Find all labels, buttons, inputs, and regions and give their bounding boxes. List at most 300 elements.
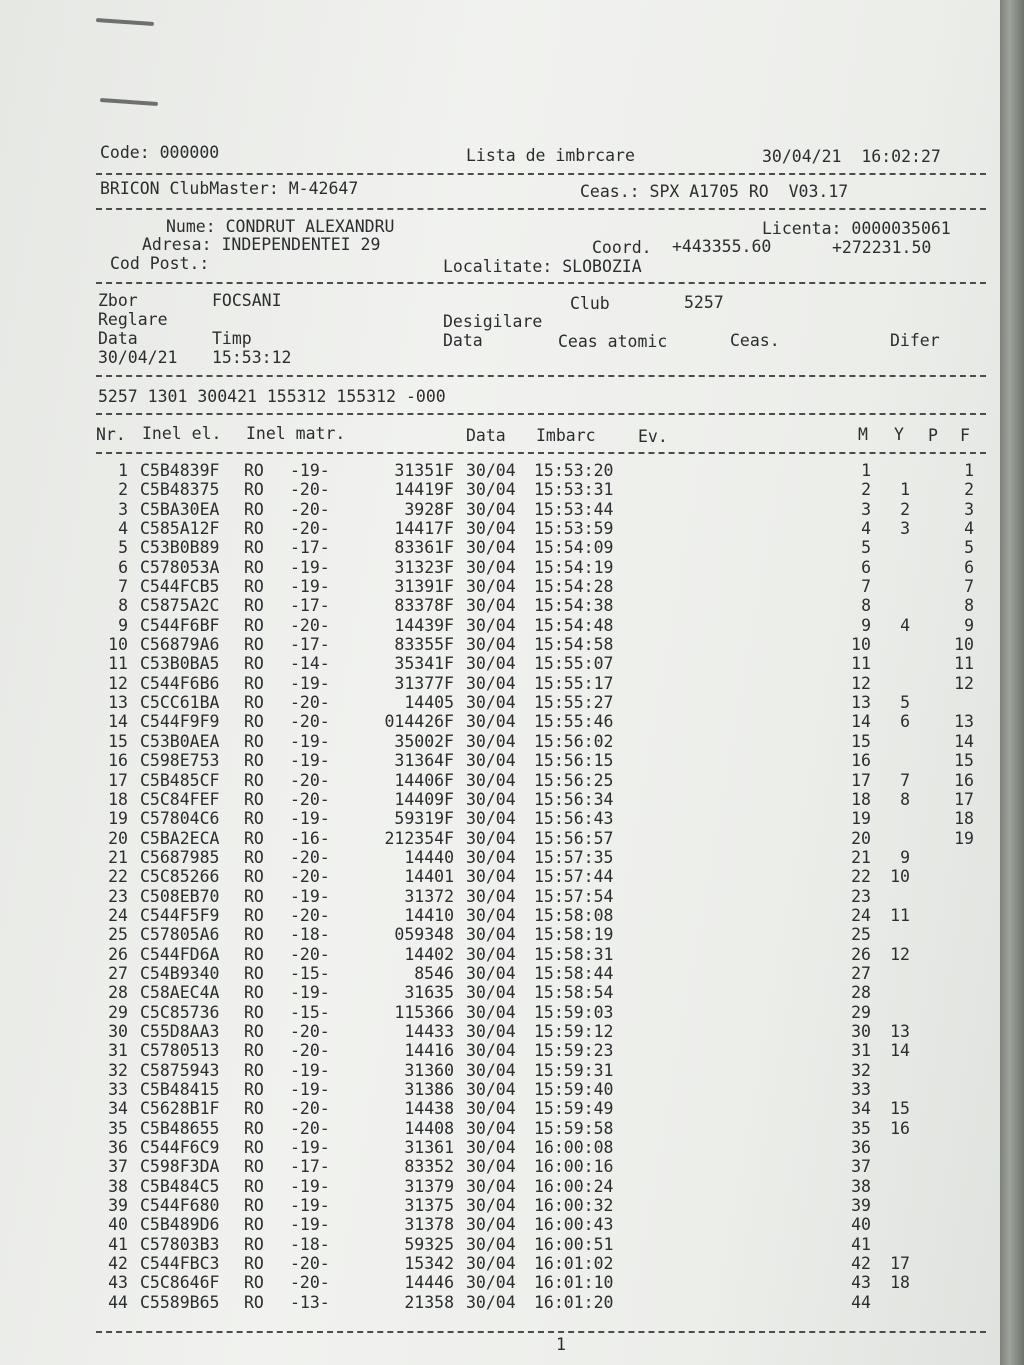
cell-y: 17 xyxy=(890,1254,910,1274)
clubmaster-id: BRICON ClubMaster: M-42647 xyxy=(100,179,359,198)
cell-f: 15 xyxy=(954,751,974,771)
cell-nr: 13 xyxy=(108,693,128,713)
cell-ro: RO xyxy=(244,1215,264,1235)
cell-time: 15:56:15 xyxy=(534,751,614,771)
cell-matr: 31377F xyxy=(394,673,454,693)
cell-y: 12 xyxy=(890,944,910,964)
cell-time: 16:01:02 xyxy=(534,1254,614,1274)
cell-nr: 12 xyxy=(108,673,128,693)
cell-nr: 37 xyxy=(108,1157,128,1177)
cell-yr: -18- xyxy=(290,925,330,945)
difference-label: Difer xyxy=(890,331,940,350)
table-row xyxy=(96,480,986,499)
cell-time: 16:01:20 xyxy=(534,1292,614,1312)
cell-ro: RO xyxy=(244,1273,264,1293)
cell-yr: -15- xyxy=(290,1002,330,1022)
background-edge xyxy=(1000,0,1024,1365)
table-row xyxy=(96,829,986,848)
cell-ro: RO xyxy=(244,596,264,616)
regulation-date: 30/04/21 xyxy=(98,348,178,367)
table-row xyxy=(96,945,986,964)
cell-yr: -19- xyxy=(290,461,330,480)
cell-time: 15:59:03 xyxy=(534,1002,614,1022)
cell-nr: 11 xyxy=(108,654,128,674)
cell-inel: C5B485CF xyxy=(140,770,220,790)
cell-matr: 14408 xyxy=(404,1118,454,1138)
cell-date: 30/04 xyxy=(466,1234,516,1254)
cell-time: 15:57:35 xyxy=(534,847,614,867)
cell-m: 42 xyxy=(851,1254,871,1274)
cell-date: 30/04 xyxy=(466,615,516,635)
cell-y: 1 xyxy=(900,480,910,500)
cell-time: 16:00:51 xyxy=(534,1234,614,1254)
cell-matr: 59325 xyxy=(404,1234,454,1254)
cell-date: 30/04 xyxy=(466,557,516,577)
cell-time: 15:58:54 xyxy=(534,983,614,1003)
cell-yr: -20- xyxy=(290,1254,330,1274)
divider xyxy=(96,208,986,210)
cell-inel: C5589B65 xyxy=(140,1292,220,1312)
cell-f: 1 xyxy=(964,461,974,480)
cell-yr: -19- xyxy=(290,1060,330,1080)
cell-matr: 31375 xyxy=(404,1196,454,1216)
cell-m: 23 xyxy=(851,886,871,906)
cell-date: 30/04 xyxy=(466,693,516,713)
cell-m: 6 xyxy=(861,557,871,577)
cell-date: 30/04 xyxy=(466,1060,516,1080)
col-inel-matr: Inel matr. xyxy=(246,424,346,443)
cell-date: 30/04 xyxy=(466,1041,516,1061)
col-p: P xyxy=(928,426,938,445)
cell-date: 30/04 xyxy=(466,1002,516,1022)
cell-matr: 14409F xyxy=(394,789,454,809)
clock-id: Ceas.: SPX A1705 RO V03.17 xyxy=(580,182,849,201)
cell-matr: 8546 xyxy=(414,963,454,983)
cell-matr: 14440 xyxy=(404,847,454,867)
cell-yr: -19- xyxy=(290,673,330,693)
cell-m: 33 xyxy=(851,1080,871,1099)
table-row xyxy=(96,732,986,751)
cell-inel: C5C84FEF xyxy=(140,789,220,809)
cell-time: 16:00:43 xyxy=(534,1215,614,1235)
cell-matr: 31386 xyxy=(404,1080,454,1099)
cell-yr: -15- xyxy=(290,963,330,983)
cell-date: 30/04 xyxy=(466,1138,516,1158)
cell-time: 15:59:49 xyxy=(534,1099,614,1119)
cell-matr: 15342 xyxy=(404,1254,454,1274)
col-m: M xyxy=(858,425,868,444)
cell-date: 30/04 xyxy=(466,905,516,925)
cell-nr: 2 xyxy=(118,480,128,500)
club-number: 5257 xyxy=(684,293,724,312)
cell-m: 15 xyxy=(851,731,871,751)
cell-time: 15:58:31 xyxy=(534,944,614,964)
cell-nr: 24 xyxy=(108,905,128,925)
table-row xyxy=(96,1157,986,1176)
cell-yr: -20- xyxy=(290,1099,330,1119)
cell-nr: 25 xyxy=(108,925,128,945)
cell-ro: RO xyxy=(244,693,264,713)
cell-date: 30/04 xyxy=(466,1021,516,1041)
table-row xyxy=(96,867,986,886)
cell-ro: RO xyxy=(244,770,264,790)
cell-ro: RO xyxy=(244,1060,264,1080)
table-row xyxy=(96,983,986,1002)
cell-inel: C58AEC4A xyxy=(140,983,220,1003)
cell-time: 15:56:25 xyxy=(534,770,614,790)
cell-matr: 31360 xyxy=(404,1060,454,1080)
table-row xyxy=(96,1293,986,1312)
document-title: Lista de imbrcare xyxy=(466,146,635,165)
cell-ro: RO xyxy=(244,1021,264,1041)
cell-inel: C544F6C9 xyxy=(140,1138,220,1158)
cell-date: 30/04 xyxy=(466,731,516,751)
cell-inel: C5B48375 xyxy=(140,480,220,500)
atomic-clock-label: Ceas atomic xyxy=(558,332,668,351)
table-row xyxy=(96,809,986,828)
cell-inel: C5687985 xyxy=(140,847,220,867)
cell-nr: 36 xyxy=(108,1138,128,1158)
cell-y: 5 xyxy=(900,693,910,713)
cell-y: 8 xyxy=(900,789,910,809)
owner-address: Adresa: INDEPENDENTEI 29 xyxy=(142,235,381,254)
cell-matr: 014426F xyxy=(384,712,454,732)
cell-matr: 83352 xyxy=(404,1157,454,1177)
cell-matr: 14416 xyxy=(404,1041,454,1061)
clock-label: Ceas. xyxy=(730,331,780,350)
cell-nr: 38 xyxy=(108,1176,128,1196)
cell-m: 27 xyxy=(851,963,871,983)
cell-time: 15:53:20 xyxy=(534,461,614,480)
cell-inel: C5B484C5 xyxy=(140,1176,220,1196)
cell-matr: 14417F xyxy=(394,519,454,539)
cell-ro: RO xyxy=(244,557,264,577)
cell-yr: -20- xyxy=(290,1021,330,1041)
cell-inel: C55D8AA3 xyxy=(140,1021,220,1041)
cell-ro: RO xyxy=(244,1002,264,1022)
cell-yr: -20- xyxy=(290,944,330,964)
cell-date: 30/04 xyxy=(466,499,516,519)
cell-date: 30/04 xyxy=(466,1157,516,1177)
table-row xyxy=(96,616,986,635)
table-row xyxy=(96,906,986,925)
cell-matr: 14405 xyxy=(404,693,454,713)
table-row xyxy=(96,1138,986,1157)
cell-inel: C544FD6A xyxy=(140,944,220,964)
cell-time: 15:54:28 xyxy=(534,577,614,597)
cell-matr: 14402 xyxy=(404,944,454,964)
cell-f: 14 xyxy=(954,731,974,751)
cell-y: 3 xyxy=(900,519,910,539)
cell-matr: 21358 xyxy=(404,1292,454,1312)
divider xyxy=(96,282,986,284)
cell-ro: RO xyxy=(244,1157,264,1177)
table-row xyxy=(96,519,986,538)
cell-nr: 20 xyxy=(108,828,128,848)
cell-m: 40 xyxy=(851,1215,871,1235)
cell-inel: C53B0B89 xyxy=(140,538,220,558)
cell-nr: 15 xyxy=(108,731,128,751)
cell-matr: 212354F xyxy=(384,828,454,848)
cell-m: 41 xyxy=(851,1234,871,1254)
coord-label: Coord. xyxy=(592,238,652,257)
table-row xyxy=(96,654,986,673)
cell-ro: RO xyxy=(244,1041,264,1061)
cell-time: 15:53:44 xyxy=(534,499,614,519)
cell-matr: 115366 xyxy=(394,1002,454,1022)
cell-ro: RO xyxy=(244,1234,264,1254)
cell-date: 30/04 xyxy=(466,1273,516,1293)
cell-y: 7 xyxy=(900,770,910,790)
cell-inel: C544F680 xyxy=(140,1196,220,1216)
cell-ro: RO xyxy=(244,1118,264,1138)
cell-nr: 33 xyxy=(108,1080,128,1099)
divider xyxy=(96,413,986,415)
cell-time: 15:58:19 xyxy=(534,925,614,945)
cell-ro: RO xyxy=(244,847,264,867)
divider xyxy=(96,173,986,175)
table-row xyxy=(96,674,986,693)
cell-m: 24 xyxy=(851,905,871,925)
cell-date: 30/04 xyxy=(466,712,516,732)
cell-matr: 14401 xyxy=(404,867,454,887)
table-row xyxy=(96,635,986,654)
postal-code: Cod Post.: xyxy=(110,254,210,273)
cell-date: 30/04 xyxy=(466,1215,516,1235)
cell-date: 30/04 xyxy=(466,1118,516,1138)
cell-yr: -19- xyxy=(290,809,330,829)
cell-time: 15:55:27 xyxy=(534,693,614,713)
cell-yr: -20- xyxy=(290,1273,330,1293)
cell-y: 2 xyxy=(900,499,910,519)
code-line: 5257 1301 300421 155312 155312 -000 xyxy=(98,387,446,406)
cell-m: 16 xyxy=(851,751,871,771)
cell-yr: -20- xyxy=(290,847,330,867)
cell-matr: 059348 xyxy=(394,925,454,945)
cell-date: 30/04 xyxy=(466,673,516,693)
cell-nr: 10 xyxy=(108,635,128,655)
cell-date: 30/04 xyxy=(466,1080,516,1099)
cell-ro: RO xyxy=(244,983,264,1003)
cell-y: 6 xyxy=(900,712,910,732)
cell-yr: -20- xyxy=(290,867,330,887)
flight-location: FOCSANI xyxy=(212,291,282,310)
table-row xyxy=(96,1119,986,1138)
cell-m: 25 xyxy=(851,925,871,945)
cell-m: 39 xyxy=(851,1196,871,1216)
cell-yr: -19- xyxy=(290,983,330,1003)
cell-f: 6 xyxy=(964,557,974,577)
cell-yr: -20- xyxy=(290,480,330,500)
cell-matr: 31378 xyxy=(404,1215,454,1235)
table-row xyxy=(96,1215,986,1234)
cell-yr: -19- xyxy=(290,1196,330,1216)
cell-date: 30/04 xyxy=(466,596,516,616)
cell-yr: -17- xyxy=(290,635,330,655)
cell-yr: -20- xyxy=(290,499,330,519)
col-imbarc: Imbarc xyxy=(536,426,596,445)
cell-m: 31 xyxy=(851,1041,871,1061)
col-inel-el: Inel el. xyxy=(142,424,222,443)
cell-m: 34 xyxy=(851,1099,871,1119)
cell-date: 30/04 xyxy=(466,1254,516,1274)
cell-nr: 43 xyxy=(108,1273,128,1293)
cell-yr: -20- xyxy=(290,1041,330,1061)
page-number: 1 xyxy=(556,1335,566,1354)
cell-yr: -17- xyxy=(290,1157,330,1177)
cell-ro: RO xyxy=(244,1292,264,1312)
cell-date: 30/04 xyxy=(466,538,516,558)
cell-inel: C5C85736 xyxy=(140,1002,220,1022)
cell-yr: -19- xyxy=(290,1215,330,1235)
cell-m: 21 xyxy=(851,847,871,867)
cell-yr: -19- xyxy=(290,557,330,577)
cell-yr: -19- xyxy=(290,751,330,771)
cell-nr: 34 xyxy=(108,1099,128,1119)
cell-m: 37 xyxy=(851,1157,871,1177)
table-row xyxy=(96,1177,986,1196)
cell-time: 15:54:48 xyxy=(534,615,614,635)
cell-date: 30/04 xyxy=(466,1176,516,1196)
cell-m: 10 xyxy=(851,635,871,655)
cell-matr: 59319F xyxy=(394,809,454,829)
table-row xyxy=(96,538,986,557)
cell-f: 4 xyxy=(964,519,974,539)
club-label: Club xyxy=(570,294,610,313)
regulation-time: 15:53:12 xyxy=(212,348,292,367)
cell-m: 20 xyxy=(851,828,871,848)
cell-m: 17 xyxy=(851,770,871,790)
cell-matr: 14406F xyxy=(394,770,454,790)
cell-date: 30/04 xyxy=(466,1292,516,1312)
cell-time: 15:59:12 xyxy=(534,1021,614,1041)
cell-inel: C544FCB5 xyxy=(140,577,220,597)
cell-f: 11 xyxy=(954,654,974,674)
cell-time: 15:55:17 xyxy=(534,673,614,693)
cell-yr: -20- xyxy=(290,693,330,713)
cell-nr: 30 xyxy=(108,1021,128,1041)
cell-matr: 35002F xyxy=(394,731,454,751)
cell-m: 29 xyxy=(851,1002,871,1022)
cell-ro: RO xyxy=(244,712,264,732)
cell-ro: RO xyxy=(244,905,264,925)
cell-m: 36 xyxy=(851,1138,871,1158)
cell-ro: RO xyxy=(244,1176,264,1196)
table-row xyxy=(96,1022,986,1041)
cell-m: 19 xyxy=(851,809,871,829)
cell-time: 15:59:31 xyxy=(534,1060,614,1080)
cell-nr: 16 xyxy=(108,751,128,771)
table-row xyxy=(96,887,986,906)
cell-yr: -19- xyxy=(290,731,330,751)
code-label: Code: 000000 xyxy=(100,143,220,162)
cell-f: 2 xyxy=(964,480,974,500)
cell-f: 13 xyxy=(954,712,974,732)
cell-time: 15:56:02 xyxy=(534,731,614,751)
cell-yr: -14- xyxy=(290,654,330,674)
col-nr: Nr. xyxy=(96,425,126,444)
cell-matr: 31635 xyxy=(404,983,454,1003)
cell-ro: RO xyxy=(244,654,264,674)
cell-matr: 31379 xyxy=(404,1176,454,1196)
cell-m: 32 xyxy=(851,1060,871,1080)
table-row xyxy=(96,925,986,944)
cell-yr: -19- xyxy=(290,1080,330,1099)
desigilare-label: Desigilare xyxy=(443,312,543,331)
cell-y: 13 xyxy=(890,1021,910,1041)
results-table xyxy=(96,461,986,1312)
cell-matr: 31351F xyxy=(394,461,454,480)
staple-bottom xyxy=(100,98,158,106)
coord-lon: +272231.50 xyxy=(832,238,932,257)
cell-ro: RO xyxy=(244,809,264,829)
cell-time: 16:00:24 xyxy=(534,1176,614,1196)
locality: Localitate: SLOBOZIA xyxy=(443,257,642,276)
cell-matr: 83361F xyxy=(394,538,454,558)
cell-nr: 17 xyxy=(108,770,128,790)
table-row xyxy=(96,771,986,790)
cell-m: 44 xyxy=(851,1292,871,1312)
cell-ro: RO xyxy=(244,519,264,539)
cell-time: 15:54:58 xyxy=(534,635,614,655)
cell-nr: 3 xyxy=(118,499,128,519)
cell-ro: RO xyxy=(244,789,264,809)
cell-time: 15:55:07 xyxy=(534,654,614,674)
cell-time: 15:53:59 xyxy=(534,519,614,539)
cell-yr: -19- xyxy=(290,886,330,906)
table-row xyxy=(96,751,986,770)
cell-nr: 14 xyxy=(108,712,128,732)
cell-date: 30/04 xyxy=(466,828,516,848)
cell-nr: 8 xyxy=(118,596,128,616)
cell-ro: RO xyxy=(244,1254,264,1274)
cell-nr: 19 xyxy=(108,809,128,829)
table-row xyxy=(96,577,986,596)
cell-inel: C544F6B6 xyxy=(140,673,220,693)
cell-m: 22 xyxy=(851,867,871,887)
cell-time: 16:00:32 xyxy=(534,1196,614,1216)
cell-ro: RO xyxy=(244,867,264,887)
cell-f: 8 xyxy=(964,596,974,616)
cell-time: 15:54:09 xyxy=(534,538,614,558)
cell-yr: -17- xyxy=(290,538,330,558)
cell-inel: C56879A6 xyxy=(140,635,220,655)
cell-yr: -20- xyxy=(290,905,330,925)
cell-ro: RO xyxy=(244,461,264,480)
cell-inel: C5875A2C xyxy=(140,596,220,616)
cell-matr: 14439F xyxy=(394,615,454,635)
cell-m: 9 xyxy=(861,615,871,635)
cell-date: 30/04 xyxy=(466,847,516,867)
cell-time: 15:54:19 xyxy=(534,557,614,577)
table-row xyxy=(96,558,986,577)
print-datetime: 30/04/21 16:02:27 xyxy=(762,147,941,166)
cell-yr: -19- xyxy=(290,1176,330,1196)
col-f: F xyxy=(960,426,970,445)
cell-inel: C5C85266 xyxy=(140,867,220,887)
timp-label: Timp xyxy=(212,329,252,348)
table-row xyxy=(96,1254,986,1273)
cell-time: 15:55:46 xyxy=(534,712,614,732)
cell-y: 15 xyxy=(890,1099,910,1119)
cell-matr: 31372 xyxy=(404,886,454,906)
cell-time: 15:58:08 xyxy=(534,905,614,925)
cell-date: 30/04 xyxy=(466,519,516,539)
cell-date: 30/04 xyxy=(466,654,516,674)
cell-date: 30/04 xyxy=(466,867,516,887)
cell-inel: C544FBC3 xyxy=(140,1254,220,1274)
cell-ro: RO xyxy=(244,1196,264,1216)
